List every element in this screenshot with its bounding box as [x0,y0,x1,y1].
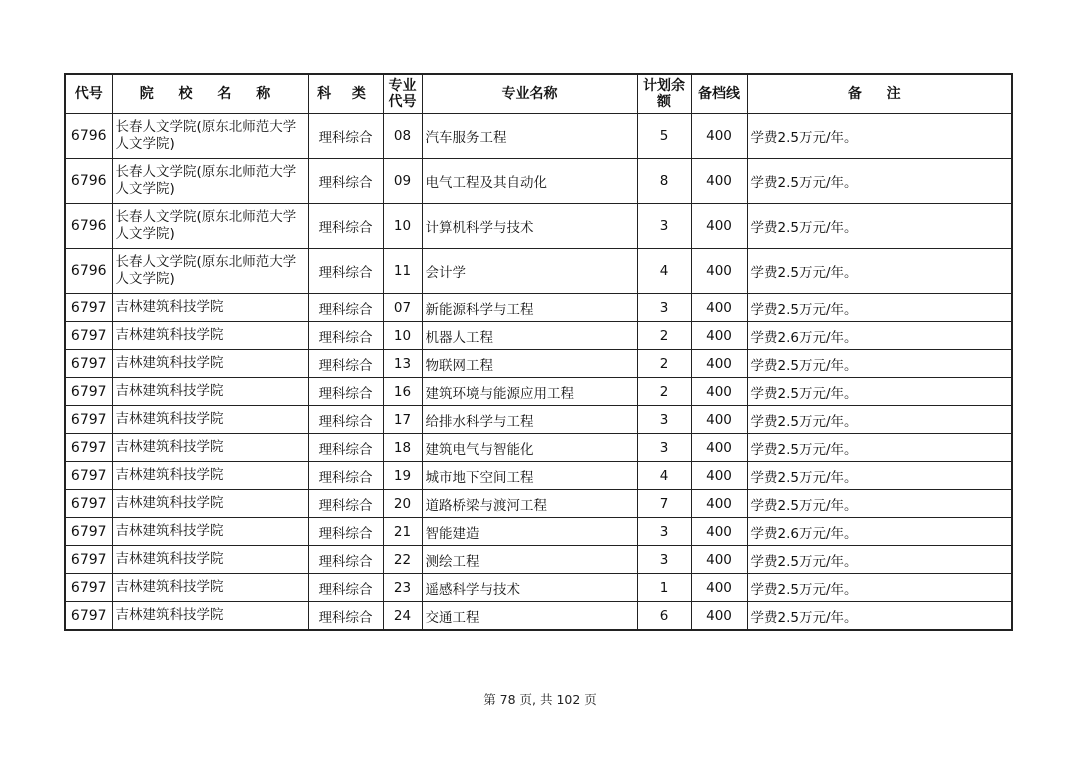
cell-major-code: 19 [383,462,422,490]
cell-note: 学费2.5万元/年。 [747,546,1012,574]
cell-remaining: 4 [637,249,691,294]
cell-school: 吉林建筑科技学院 [112,294,308,322]
cell-code: 6796 [65,249,112,294]
cell-school: 长春人文学院(原东北师范大学人文学院) [112,159,308,204]
cell-category: 理科综合 [308,462,383,490]
cell-code: 6796 [65,114,112,159]
table-row [65,294,1012,322]
header-category: 科 类 [308,74,383,114]
cell-remaining: 8 [637,159,691,204]
cell-note: 学费2.5万元/年。 [747,350,1012,378]
cell-school: 吉林建筑科技学院 [112,574,308,602]
cell-school: 吉林建筑科技学院 [112,602,308,631]
cell-cutoff: 400 [691,378,747,406]
cell-category: 理科综合 [308,204,383,249]
table-row [65,546,1012,574]
cell-remaining: 6 [637,602,691,631]
cell-school: 吉林建筑科技学院 [112,322,308,350]
cell-major-name: 测绘工程 [422,546,637,574]
cell-note: 学费2.5万元/年。 [747,574,1012,602]
cell-remaining: 2 [637,322,691,350]
admissions-table [64,73,1013,631]
table-row [65,490,1012,518]
cell-category: 理科综合 [308,518,383,546]
cell-note: 学费2.6万元/年。 [747,518,1012,546]
cell-category: 理科综合 [308,294,383,322]
cell-major-name: 智能建造 [422,518,637,546]
cell-code: 6797 [65,490,112,518]
table-row [65,518,1012,546]
page-number: 第 78 页, 共 102 页 [483,692,597,707]
cell-cutoff: 400 [691,350,747,378]
cell-cutoff: 400 [691,462,747,490]
cell-code: 6797 [65,602,112,631]
cell-category: 理科综合 [308,114,383,159]
table-row [65,462,1012,490]
cell-major-code: 21 [383,518,422,546]
cell-major-name: 道路桥梁与渡河工程 [422,490,637,518]
cell-code: 6797 [65,350,112,378]
cell-category: 理科综合 [308,574,383,602]
cell-note: 学费2.5万元/年。 [747,406,1012,434]
table-row [65,406,1012,434]
cell-remaining: 4 [637,462,691,490]
cell-major-code: 17 [383,406,422,434]
cell-code: 6797 [65,294,112,322]
cell-code: 6797 [65,378,112,406]
cell-school: 吉林建筑科技学院 [112,406,308,434]
header-major-code: 专业代号 [383,74,422,114]
cell-code: 6797 [65,518,112,546]
table-row [65,378,1012,406]
cell-school: 吉林建筑科技学院 [112,434,308,462]
cell-category: 理科综合 [308,159,383,204]
cell-cutoff: 400 [691,159,747,204]
cell-school: 长春人文学院(原东北师范大学人文学院) [112,114,308,159]
cell-note: 学费2.5万元/年。 [747,378,1012,406]
cell-major-name: 新能源科学与工程 [422,294,637,322]
cell-cutoff: 400 [691,406,747,434]
cell-school: 长春人文学院(原东北师范大学人文学院) [112,204,308,249]
cell-cutoff: 400 [691,574,747,602]
cell-remaining: 2 [637,350,691,378]
cell-note: 学费2.5万元/年。 [747,434,1012,462]
cell-major-name: 电气工程及其自动化 [422,159,637,204]
cell-code: 6797 [65,322,112,350]
cell-remaining: 3 [637,434,691,462]
cell-school: 吉林建筑科技学院 [112,462,308,490]
table-row [65,249,1012,294]
cell-major-code: 23 [383,574,422,602]
cell-note: 学费2.5万元/年。 [747,462,1012,490]
table-row [65,322,1012,350]
cell-note: 学费2.5万元/年。 [747,114,1012,159]
header-major-name: 专业名称 [422,74,637,114]
cell-category: 理科综合 [308,434,383,462]
cell-major-code: 09 [383,159,422,204]
cell-category: 理科综合 [308,490,383,518]
cell-school: 吉林建筑科技学院 [112,490,308,518]
cell-cutoff: 400 [691,602,747,631]
table-row [65,159,1012,204]
cell-major-code: 10 [383,204,422,249]
cell-code: 6796 [65,159,112,204]
cell-remaining: 3 [637,294,691,322]
cell-category: 理科综合 [308,322,383,350]
header-school: 院 校 名 称 [112,74,308,114]
cell-cutoff: 400 [691,490,747,518]
cell-note: 学费2.5万元/年。 [747,602,1012,631]
cell-code: 6797 [65,546,112,574]
cell-note: 学费2.5万元/年。 [747,490,1012,518]
cell-major-code: 10 [383,322,422,350]
cell-major-name: 建筑电气与智能化 [422,434,637,462]
cell-cutoff: 400 [691,204,747,249]
cell-major-code: 13 [383,350,422,378]
header-cutoff: 备档线 [691,74,747,114]
header-code: 代号 [65,74,112,114]
cell-major-name: 交通工程 [422,602,637,631]
cell-major-code: 22 [383,546,422,574]
cell-category: 理科综合 [308,546,383,574]
table-row [65,574,1012,602]
cell-major-name: 计算机科学与技术 [422,204,637,249]
cell-cutoff: 400 [691,294,747,322]
cell-major-name: 遥感科学与技术 [422,574,637,602]
cell-cutoff: 400 [691,114,747,159]
cell-remaining: 3 [637,406,691,434]
cell-major-name: 会计学 [422,249,637,294]
cell-remaining: 5 [637,114,691,159]
table-row [65,602,1012,631]
cell-major-code: 18 [383,434,422,462]
cell-code: 6796 [65,204,112,249]
cell-category: 理科综合 [308,249,383,294]
cell-note: 学费2.5万元/年。 [747,159,1012,204]
cell-remaining: 3 [637,204,691,249]
cell-remaining: 3 [637,518,691,546]
cell-code: 6797 [65,574,112,602]
table-row [65,114,1012,159]
cell-note: 学费2.5万元/年。 [747,204,1012,249]
cell-major-name: 汽车服务工程 [422,114,637,159]
cell-major-name: 城市地下空间工程 [422,462,637,490]
cell-cutoff: 400 [691,434,747,462]
cell-major-code: 11 [383,249,422,294]
cell-category: 理科综合 [308,350,383,378]
header-notes: 备 注 [747,74,1012,114]
table-row [65,204,1012,249]
table-header-row [65,74,1012,114]
cell-major-code: 07 [383,294,422,322]
cell-code: 6797 [65,462,112,490]
cell-school: 吉林建筑科技学院 [112,546,308,574]
cell-remaining: 7 [637,490,691,518]
table-row [65,434,1012,462]
cell-cutoff: 400 [691,249,747,294]
cell-school: 吉林建筑科技学院 [112,378,308,406]
cell-major-code: 20 [383,490,422,518]
cell-school: 长春人文学院(原东北师范大学人文学院) [112,249,308,294]
cell-major-code: 16 [383,378,422,406]
cell-category: 理科综合 [308,602,383,631]
cell-remaining: 2 [637,378,691,406]
cell-major-name: 建筑环境与能源应用工程 [422,378,637,406]
cell-major-name: 给排水科学与工程 [422,406,637,434]
cell-remaining: 3 [637,546,691,574]
cell-note: 学费2.5万元/年。 [747,294,1012,322]
cell-school: 吉林建筑科技学院 [112,350,308,378]
cell-category: 理科综合 [308,378,383,406]
cell-remaining: 1 [637,574,691,602]
cell-note: 学费2.6万元/年。 [747,322,1012,350]
cell-cutoff: 400 [691,518,747,546]
cell-major-code: 24 [383,602,422,631]
cell-code: 6797 [65,434,112,462]
cell-category: 理科综合 [308,406,383,434]
cell-note: 学费2.5万元/年。 [747,249,1012,294]
cell-cutoff: 400 [691,322,747,350]
table-row [65,350,1012,378]
cell-major-name: 物联网工程 [422,350,637,378]
table-body [65,114,1012,631]
cell-cutoff: 400 [691,546,747,574]
cell-code: 6797 [65,406,112,434]
cell-school: 吉林建筑科技学院 [112,518,308,546]
cell-major-name: 机器人工程 [422,322,637,350]
header-remaining-quota: 计划余额 [637,74,691,114]
cell-major-code: 08 [383,114,422,159]
